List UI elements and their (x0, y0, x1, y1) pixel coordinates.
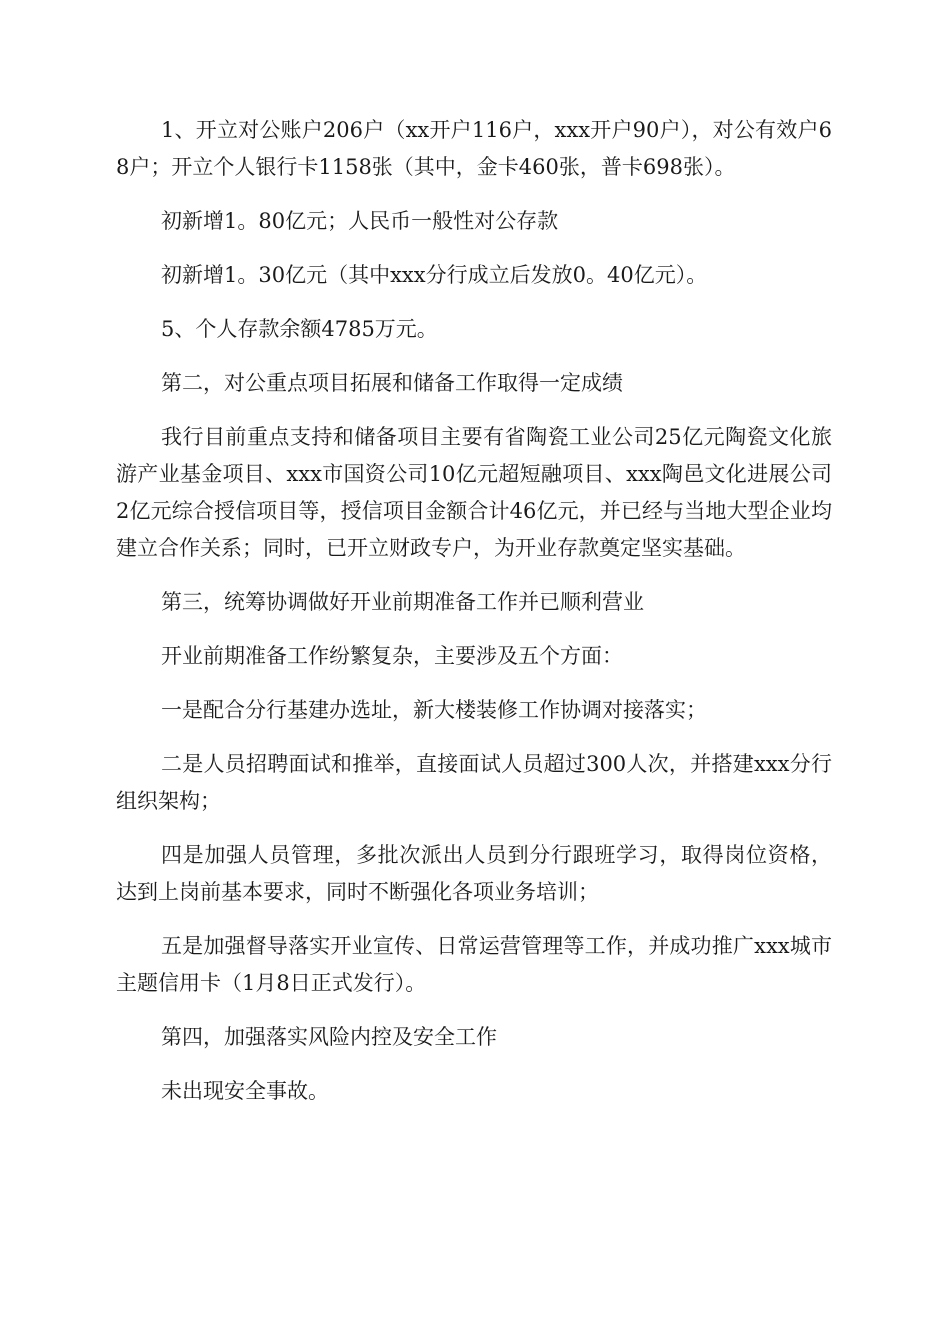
section-heading-fourth: 第四，加强落实风险内控及安全工作 (161, 1025, 497, 1049)
paragraph-personal-deposit: 5、个人存款余额4785万元。 (161, 317, 438, 341)
document-body (116, 112, 832, 1110)
paragraph-item-two: 二是人员招聘面试和推举，直接面试人员超过300人次，并搭建xxx分行组织架构； (116, 752, 832, 813)
paragraph-new-increase-180: 初新增1。80亿元；人民币一般性对公存款 (161, 209, 559, 233)
paragraph-item-four: 四是加强人员管理，多批次派出人员到分行跟班学习，取得岗位资格，达到上岗前基本要求，同时不断强化各项业务培训； (116, 843, 832, 904)
paragraph-key-projects: 我行目前重点支持和储备项目主要有省陶瓷工业公司25亿元陶瓷文化旅游产业基金项目、xxx市国资公司10亿元超短融项目、xxx陶邑文化进展公司2亿元综合授信项目等，授信项目金额合计46亿元，并已经与当地大型企业均建立合作关系；同时，已开立财政专户，为开业存款奠定坚实基础。 (116, 425, 832, 560)
paragraph-new-increase-130: 初新增1。30亿元（其中xxx分行成立后发放0。40亿元）。 (161, 263, 708, 287)
paragraph-preparation-intro: 开业前期准备工作纷繁复杂，主要涉及五个方面： (161, 644, 623, 668)
section-heading-third: 第三，统筹协调做好开业前期准备工作并已顺利营业 (161, 590, 644, 614)
paragraph-safety: 未出现安全事故。 (161, 1079, 329, 1103)
paragraph-item-five: 五是加强督导落实开业宣传、日常运营管理等工作，并成功推广xxx城市主题信用卡（1月8日正式发行）。 (116, 934, 832, 995)
paragraph-account-opening: 1、开立对公账户206户（xx开户116户，xxx开户90户），对公有效户68户；开立个人银行卡1158张（其中，金卡460张，普卡698张）。 (116, 118, 832, 179)
paragraph-item-one: 一是配合分行基建办选址，新大楼装修工作协调对接落实； (161, 698, 707, 722)
section-heading-second: 第二，对公重点项目拓展和储备工作取得一定成绩 (161, 371, 623, 395)
